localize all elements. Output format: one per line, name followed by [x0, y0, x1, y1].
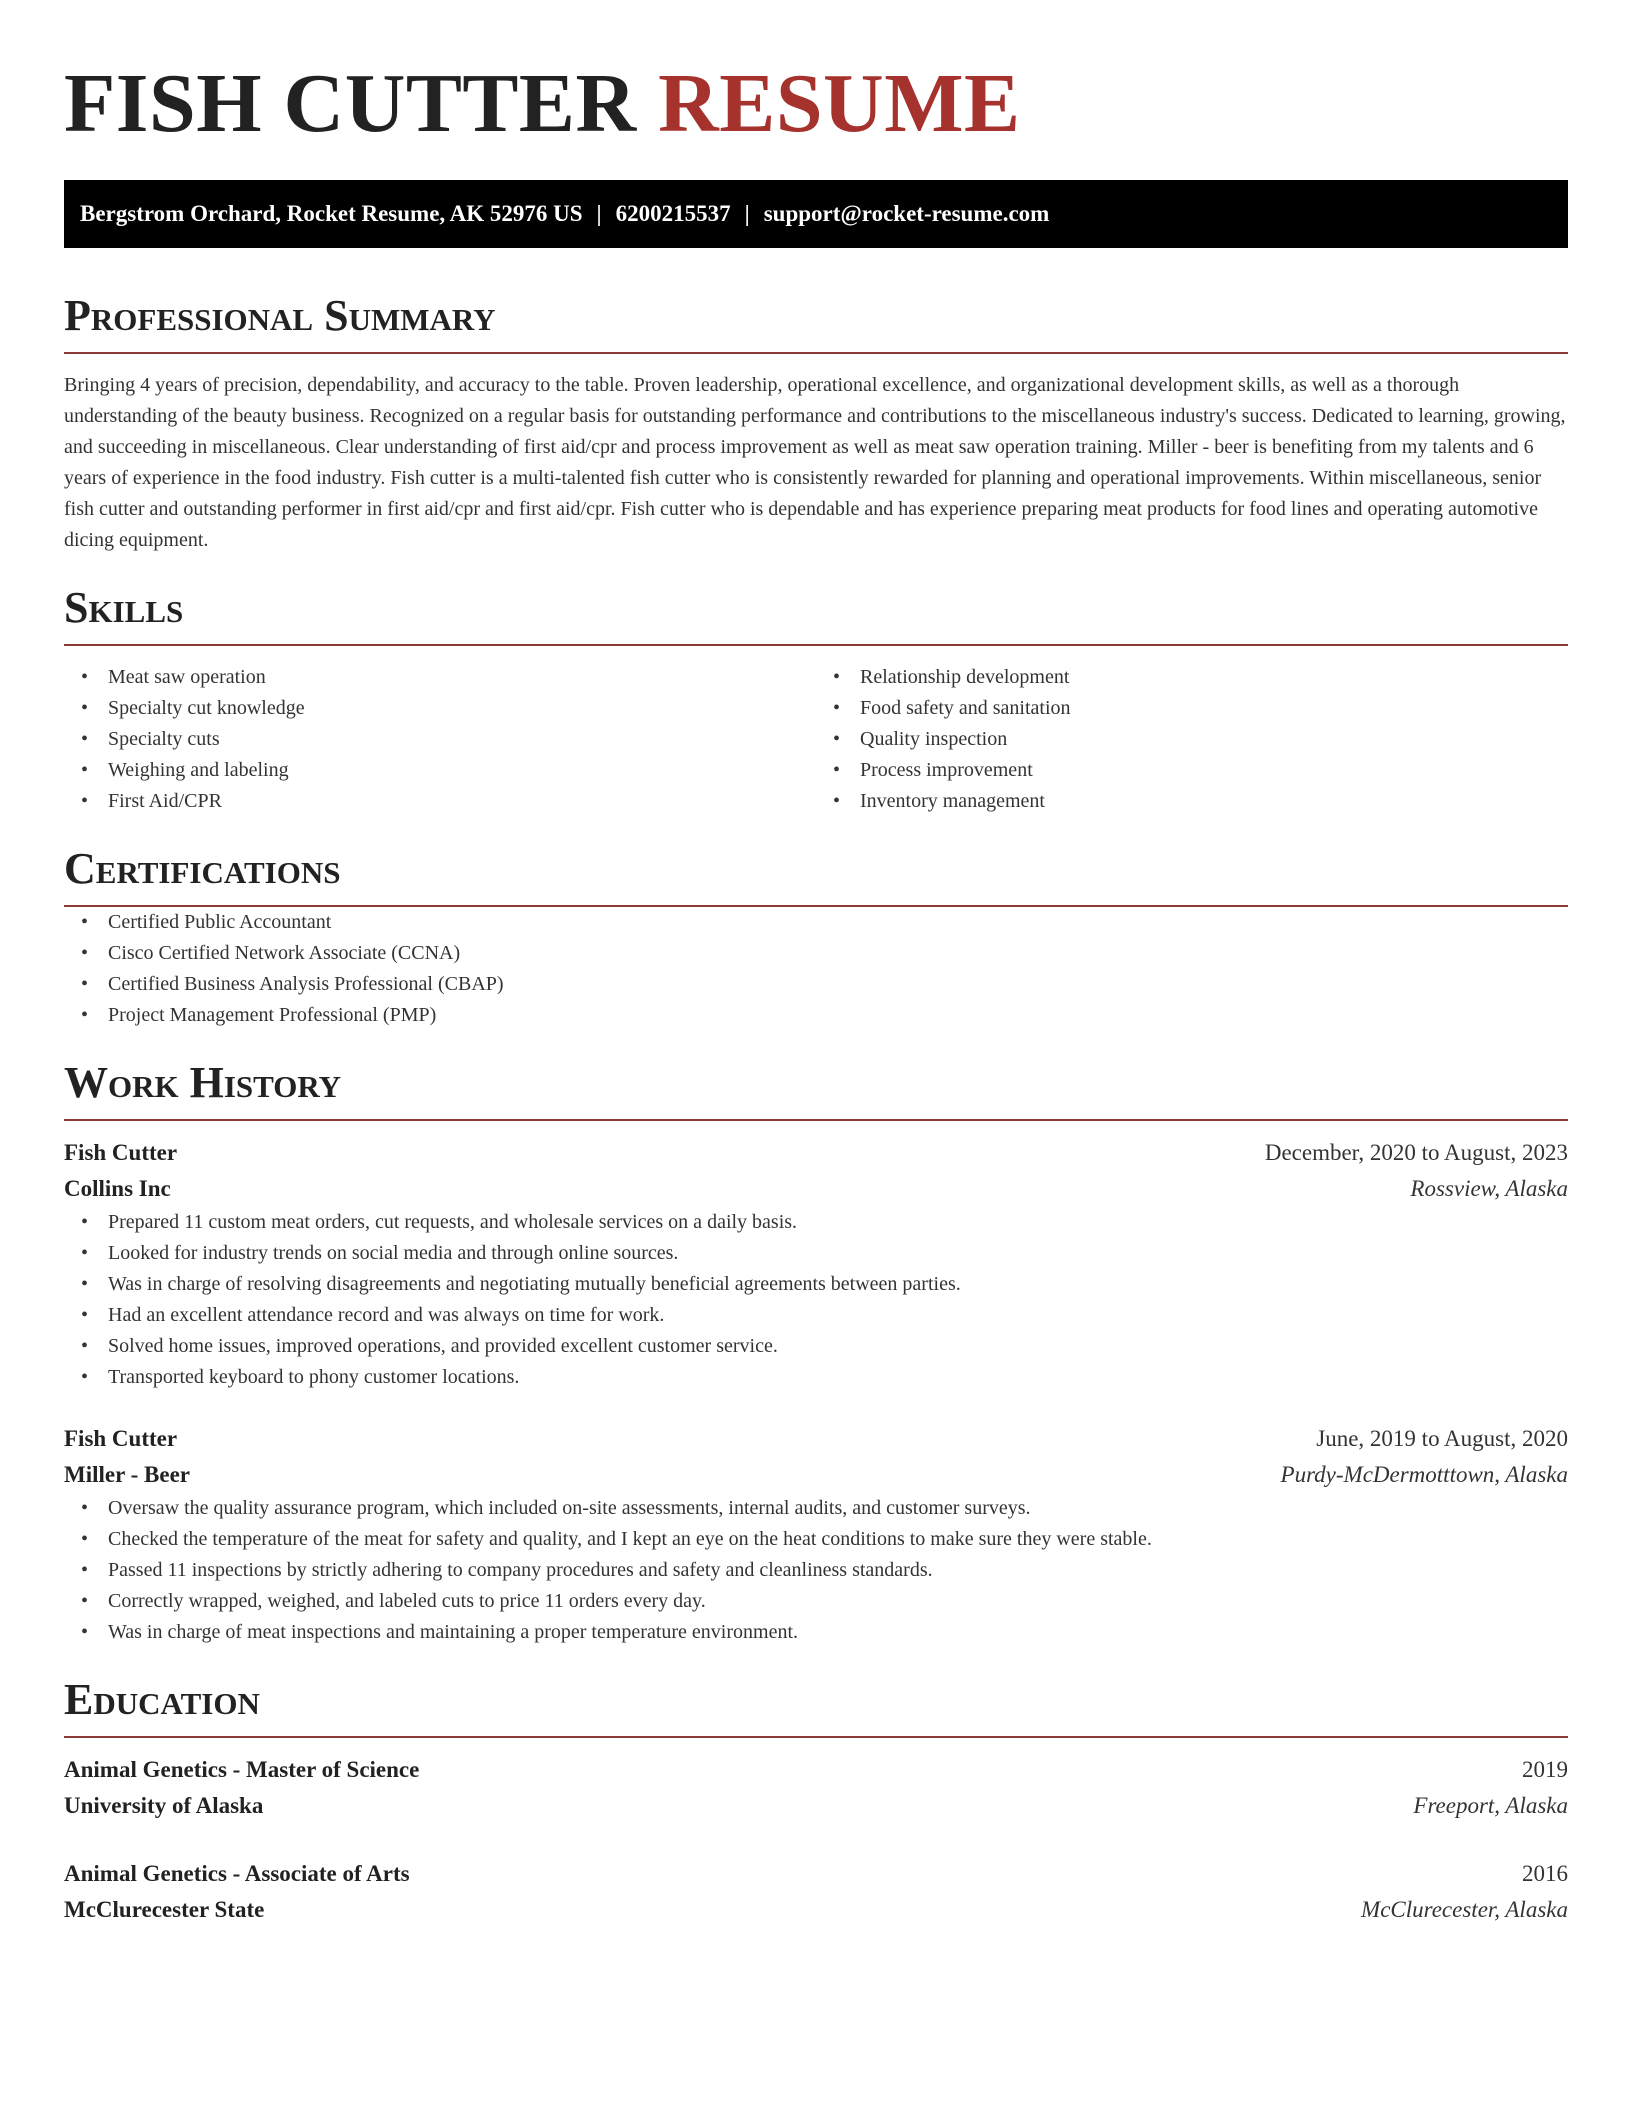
skill-item: • Inventory management	[816, 786, 1568, 817]
education-school: McClurecester State	[64, 1897, 265, 1922]
job-header-row	[64, 1421, 1568, 1457]
skill-item: • Specialty cuts	[64, 724, 816, 755]
education-school: University of Alaska	[64, 1793, 264, 1818]
job-bullet: • Oversaw the quality assurance program, which included on-site assessments, internal audits, and customer surveys.	[64, 1493, 1568, 1524]
certifications-list	[64, 907, 1568, 1031]
skills-list-left	[64, 662, 816, 817]
contact-bar	[64, 180, 1568, 248]
certification-item: • Certified Public Accountant	[64, 907, 1568, 938]
education-entry	[64, 1752, 1568, 1824]
resume-title	[64, 56, 1568, 152]
job-bullet: • Prepared 11 custom meat orders, cut requests, and wholesale services on a daily basis.	[64, 1207, 1568, 1238]
job-company: Collins Inc	[64, 1176, 171, 1201]
education-header-row	[64, 1856, 1568, 1892]
skill-item: • Process improvement	[816, 755, 1568, 786]
education-location: Freeport, Alaska	[1413, 1793, 1568, 1818]
contact-separator: |	[744, 201, 750, 226]
job-company-row	[64, 1457, 1568, 1493]
job-bullet: • Solved home issues, improved operations, and provided excellent customer service.	[64, 1331, 1568, 1362]
job-company: Miller - Beer	[64, 1462, 191, 1487]
skill-item: • Quality inspection	[816, 724, 1568, 755]
section-divider	[64, 1119, 1568, 1121]
skill-item: • First Aid/CPR	[64, 786, 816, 817]
skills-grid	[64, 662, 1568, 817]
education-year: 2016	[1522, 1861, 1568, 1886]
skill-item: • Specialty cut knowledge	[64, 693, 816, 724]
section-divider	[64, 644, 1568, 646]
job-bullet: • Was in charge of meat inspections and maintaining a proper temperature environment.	[64, 1617, 1568, 1648]
education-school-row	[64, 1892, 1568, 1928]
job-bullet: • Passed 11 inspections by strictly adhering to company procedures and safety and cleanliness standards.	[64, 1555, 1568, 1586]
job-header-row	[64, 1135, 1568, 1171]
education-year: 2019	[1522, 1757, 1568, 1782]
job-bullet-list	[64, 1493, 1568, 1648]
education-degree: Animal Genetics - Master of Science	[64, 1757, 420, 1782]
section-title-summary: Professional Summary	[64, 291, 496, 340]
job-bullet-list	[64, 1207, 1568, 1393]
job-dates: June, 2019 to August, 2020	[1316, 1426, 1568, 1451]
contact-separator: |	[596, 201, 602, 226]
title-main: FISH CUTTER	[64, 57, 637, 150]
summary-section	[64, 290, 1568, 556]
job-location: Purdy-McDermotttown, Alaska	[1280, 1462, 1568, 1487]
job-location: Rossview, Alaska	[1410, 1176, 1568, 1201]
summary-text: Bringing 4 years of precision, dependability, and accuracy to the table. Proven leadership, operational excellence, and organizational development skills, as well as a thorough understanding of the beauty business. Recognized on a regular basis for outstanding performance and contributions to the miscellaneous industry's success. Dedicated to learning, growing, and succeeding in miscellaneous. Clear understanding of first aid/cpr and process improvement as well as meat saw operation training. Miller - beer is benefiting from my talents and 6 years of experience in the food industry. Fish cutter is a multi-talented fish cutter who is consistently rewarded for planning and operational improvements. Within miscellaneous, senior fish cutter and outstanding performer in first aid/cpr and first aid/cpr. Fish cutter who is dependable and has experience preparing meat products for food lines and operating automotive dicing equipment.	[64, 374, 1566, 551]
job-bullet: • Had an excellent attendance record and was always on time for work.	[64, 1300, 1568, 1331]
contact-address: Bergstrom Orchard, Rocket Resume, AK 52976 US	[80, 201, 583, 226]
certifications-section	[64, 843, 1568, 1031]
skill-item: • Relationship development	[816, 662, 1568, 693]
certification-item: • Certified Business Analysis Professional (CBAP)	[64, 969, 1568, 1000]
skills-list-right	[816, 662, 1568, 817]
job-bullet: • Was in charge of resolving disagreements and negotiating mutually beneficial agreements between parties.	[64, 1269, 1568, 1300]
section-divider	[64, 1736, 1568, 1738]
education-school-row	[64, 1788, 1568, 1824]
job-title: Fish Cutter	[64, 1140, 178, 1165]
job-entry	[64, 1421, 1568, 1648]
section-title-skills: Skills	[64, 583, 184, 632]
education-degree: Animal Genetics - Associate of Arts	[64, 1861, 410, 1886]
education-entry	[64, 1856, 1568, 1928]
skill-item: • Meat saw operation	[64, 662, 816, 693]
skills-section	[64, 582, 1568, 817]
job-entry	[64, 1135, 1568, 1393]
work-history-section	[64, 1057, 1568, 1648]
education-header-row	[64, 1752, 1568, 1788]
contact-email[interactable]: support@rocket-resume.com	[763, 201, 1050, 226]
section-title-certifications: Certifications	[64, 844, 341, 893]
job-bullet: • Looked for industry trends on social media and through online sources.	[64, 1238, 1568, 1269]
job-dates: December, 2020 to August, 2023	[1264, 1140, 1568, 1165]
education-location: McClurecester, Alaska	[1361, 1897, 1568, 1922]
contact-phone: 6200215537	[615, 201, 731, 226]
title-accent: RESUME	[658, 57, 1021, 150]
certification-item: • Project Management Professional (PMP)	[64, 1000, 1568, 1031]
certification-item: • Cisco Certified Network Associate (CCNA)	[64, 938, 1568, 969]
job-bullet: • Checked the temperature of the meat for safety and quality, and I kept an eye on the heat conditions to make sure they were stable.	[64, 1524, 1568, 1555]
section-title-education: Education	[64, 1675, 260, 1724]
job-bullet: • Transported keyboard to phony customer locations.	[64, 1362, 1568, 1393]
education-section	[64, 1674, 1568, 1928]
section-title-work-history: Work History	[64, 1058, 342, 1107]
section-divider	[64, 352, 1568, 354]
job-company-row	[64, 1171, 1568, 1207]
job-bullet: • Correctly wrapped, weighed, and labeled cuts to price 11 orders every day.	[64, 1586, 1568, 1617]
job-title: Fish Cutter	[64, 1426, 178, 1451]
skill-item: • Food safety and sanitation	[816, 693, 1568, 724]
skill-item: • Weighing and labeling	[64, 755, 816, 786]
